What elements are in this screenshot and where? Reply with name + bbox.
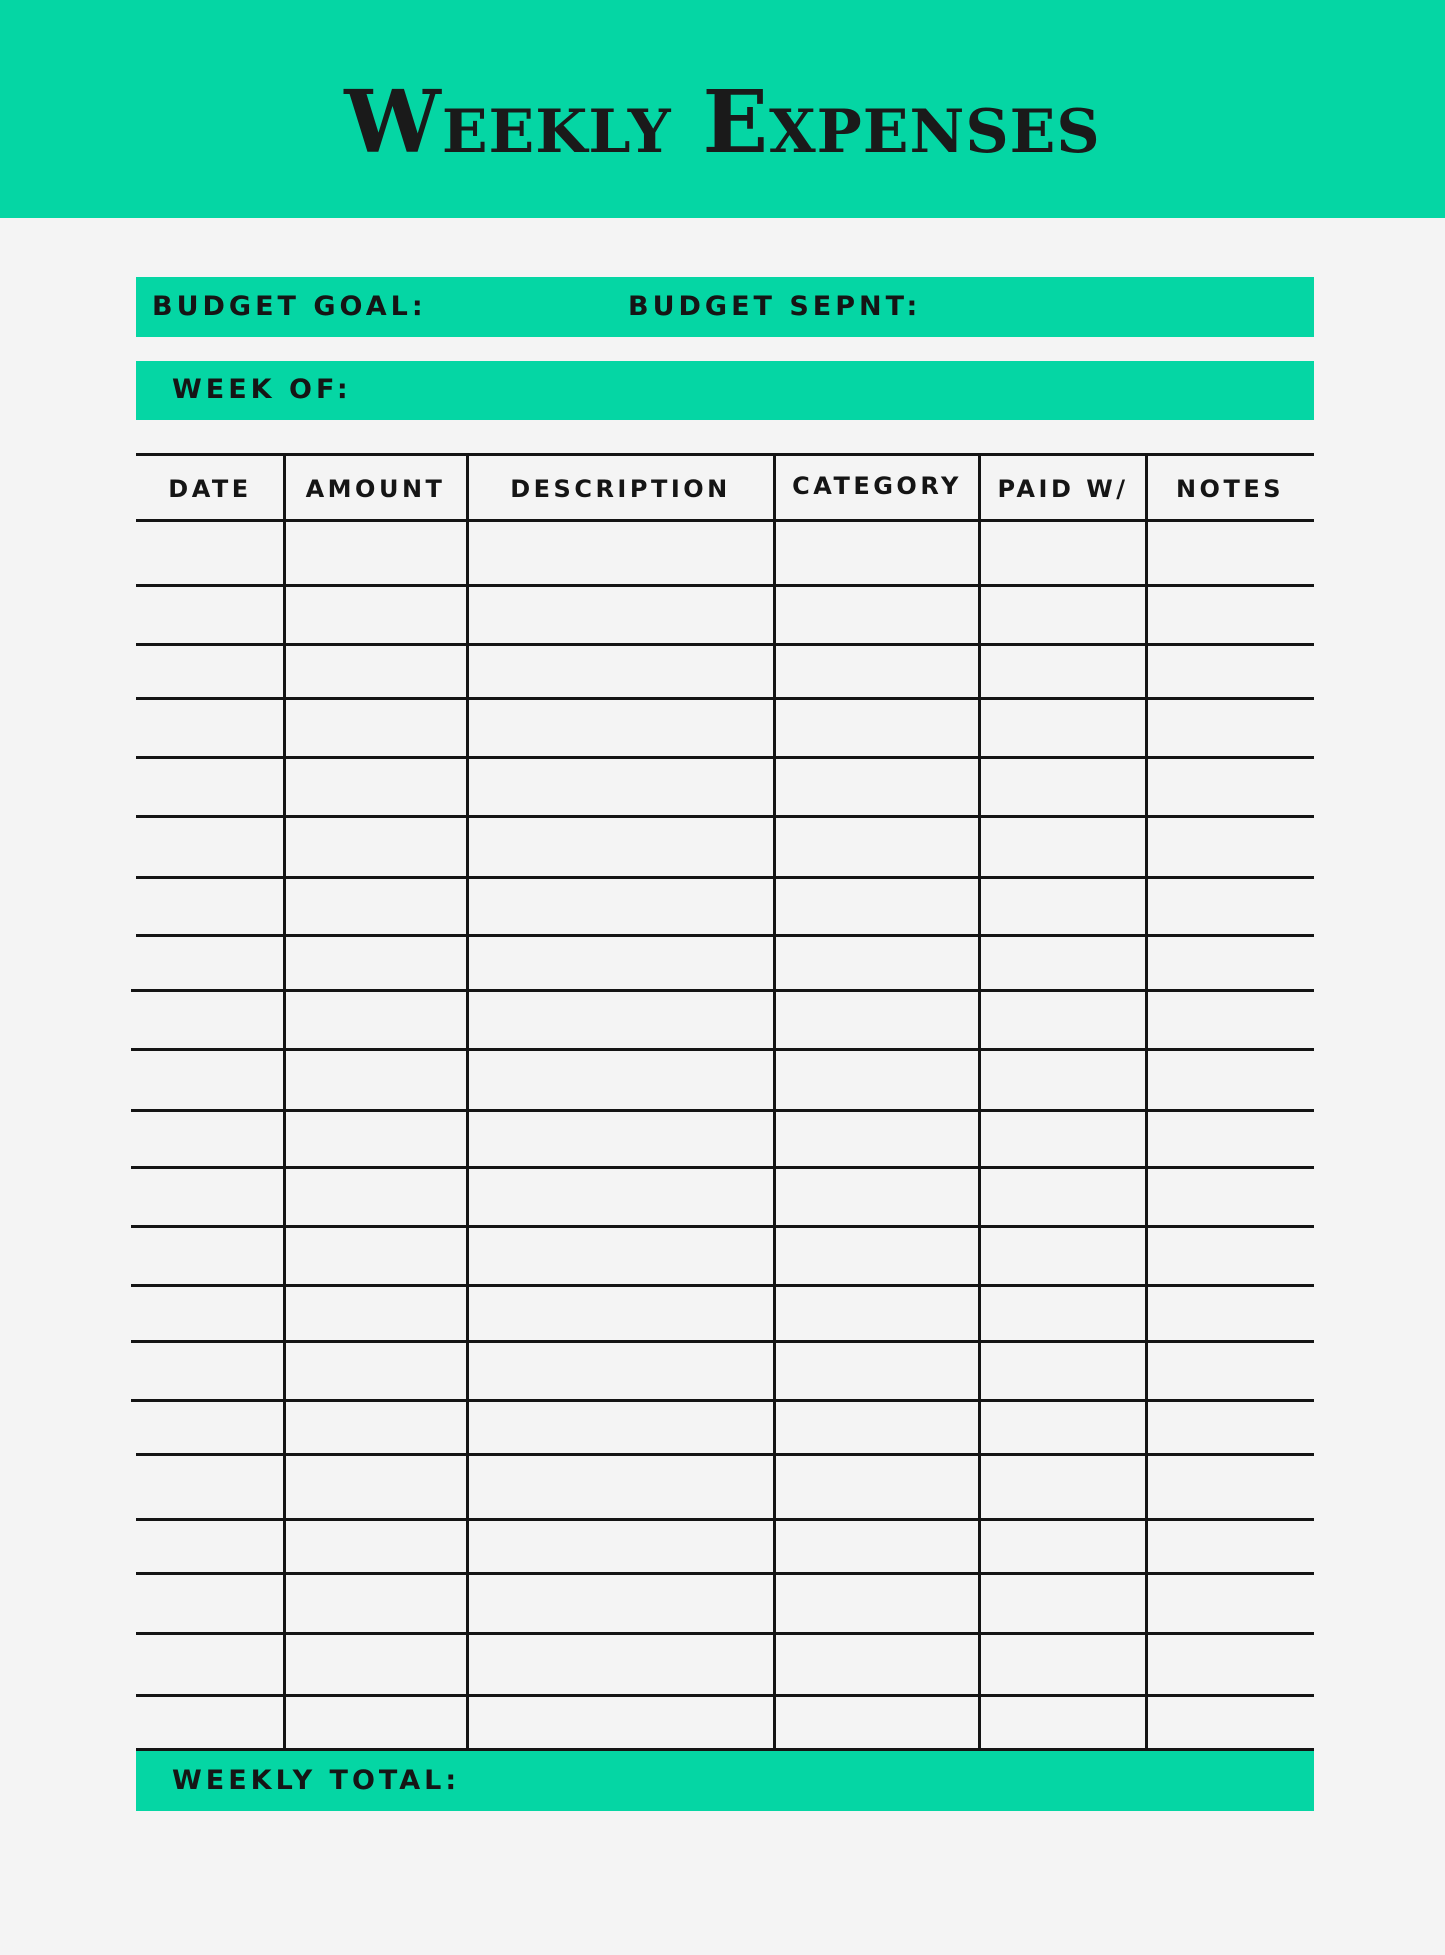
row-rule xyxy=(131,1109,1314,1112)
row-rule xyxy=(136,584,1314,587)
row-rule xyxy=(136,1572,1314,1575)
column-divider xyxy=(283,453,286,1751)
row-rule xyxy=(131,1048,1314,1051)
budget-goal-label: BUDGET GOAL: xyxy=(152,291,427,322)
table-top-rule xyxy=(136,453,1314,456)
row-rule xyxy=(131,1340,1314,1343)
column-divider xyxy=(773,453,776,1751)
column-header-category: CATEGORY xyxy=(792,472,962,500)
row-rule xyxy=(136,643,1314,646)
column-divider xyxy=(466,453,469,1751)
header-bottom-rule xyxy=(136,519,1314,522)
row-rule xyxy=(136,1632,1314,1635)
row-rule xyxy=(136,756,1314,759)
row-rule xyxy=(131,989,1314,992)
week-of-label: WEEK OF: xyxy=(172,374,352,405)
weekly-total-bar xyxy=(136,1751,1314,1811)
page-title: Weekly Expenses xyxy=(344,72,1101,173)
row-rule xyxy=(136,815,1314,818)
row-rule xyxy=(136,697,1314,700)
row-rule xyxy=(131,1225,1314,1228)
row-rule xyxy=(136,1518,1314,1521)
column-divider xyxy=(1145,453,1148,1751)
row-rule xyxy=(131,1166,1314,1169)
column-divider xyxy=(978,453,981,1751)
budget-spent-label: BUDGET SEPNT: xyxy=(628,291,922,322)
row-rule xyxy=(136,1453,1314,1456)
column-header-notes: NOTES xyxy=(1175,475,1285,503)
row-rule xyxy=(136,876,1314,879)
column-header-description: DESCRIPTION xyxy=(510,475,731,503)
row-rule xyxy=(136,934,1314,937)
column-header-date: DATE xyxy=(168,475,252,503)
week-bar xyxy=(136,361,1314,420)
weekly-total-label: WEEKLY TOTAL: xyxy=(172,1765,461,1796)
column-header-amount: AMOUNT xyxy=(305,475,446,503)
column-header-paid-with: PAID W/ xyxy=(997,475,1129,503)
row-rule xyxy=(136,1694,1314,1697)
row-rule xyxy=(131,1399,1314,1402)
row-rule xyxy=(131,1284,1314,1287)
budget-bar xyxy=(136,277,1314,337)
